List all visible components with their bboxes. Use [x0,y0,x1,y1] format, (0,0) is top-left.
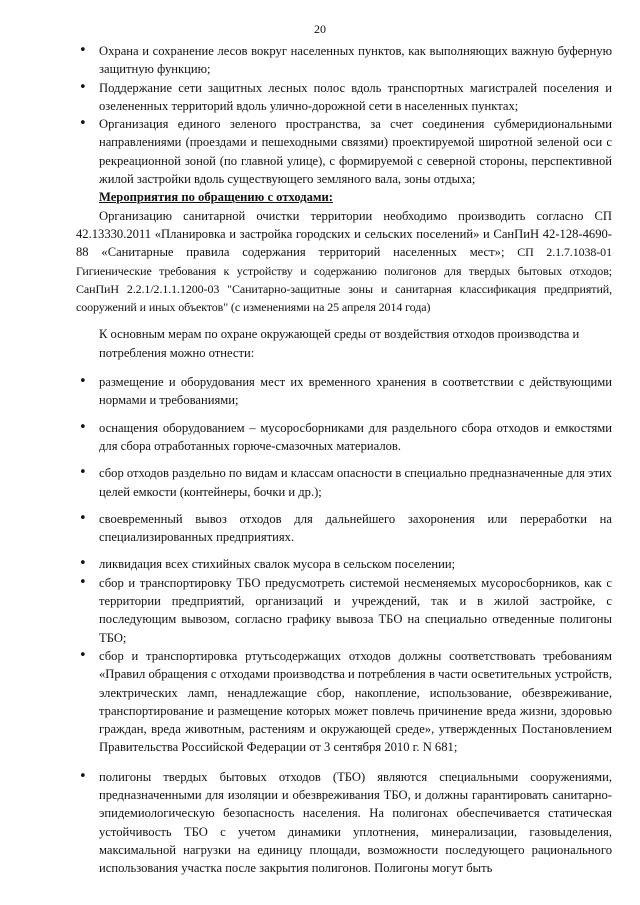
top-bullet-list [76,42,612,188]
list-item: • сбор и транспортировка ртутьсодержащих отходов должны соответствовать требованиям «Правил обращения с отходами производства и потребления в части осветительных устройств, электрических ламп, ненадлежащие сбор, накопление, использование, обезвреживание, транспортирование и размещение которых может повлечь причинение вреда жизни, здоровью граждан, вреда животным, растениям и окружающей среде», утвержденных Постановлением Правительства Российской Федерации от 3 сентября 2010 г. N 681; [76,647,612,757]
list-item: • Организация единого зеленого пространства, за счет соединения субмеридиональными направлениями (проездами и пешеходными связями) проектируемой широтной зеленой оси с рекреационной зоной (по главной улице), с формируемой с северной стороны, перспективной жилой застройки вдоль существующего земляного вала, зоны отдыха; [76,115,612,188]
list-item: • полигоны твердых бытовых отходов (ТБО) являются специальными сооружениями, предназначенными для изоляции и обезвреживания ТБО, и должны гарантировать санитарно-эпидемиологическую безопасность населения. На полигонах обеспечивается статическая устойчивость ТБО с учетом динамики уплотнения, минерализации, газовыделения, максимальной нагрузки на единицу площади, возможности последующего рационального использования участка после закрытия полигонов. Полигоны могут быть [76,768,612,878]
intro-paragraph-main: Организацию санитарной очистки территории необходимо производить согласно СП 42.13330.2011 «Планировка и застройка городских и сельских поселений» и СанПиН 42-128-4690-88 «Санитарные правила содержания территорий населенных мест»; [76,208,612,260]
page-body [76,42,612,877]
list-item: • Поддержание сети защитных лесных полос вдоль транспортных магистралей поселения и озелененных территорий вдоль улично-дорожной сети в населенных пунктах; [76,79,612,116]
list-item: • оснащения оборудованием – мусоросборниками для раздельного сбора отходов и емкостями для сбора отработанных горюче-смазочных материалов. [76,419,612,456]
list-item: • своевременный вывоз отходов для дальнейшего захоронения или переработки на специализированных предприятиях. [76,510,612,547]
list-item: • размещение и оборудования мест их временного хранения в соответствии с действующими нормами и требованиями; [76,373,612,410]
measures-list [76,373,612,877]
list-item: • Охрана и сохранение лесов вокруг населенных пунктов, как выполняющих важную буферную защитную функцию; [76,42,612,79]
lead-text: К основным мерам по охране окружающей среды от воздействия отходов производства и потребления можно отнести: [99,327,580,360]
list-item: • сбор отходов раздельно по видам и классам опасности в специально предназначенные для этих целей емкости (контейнеры, бочки и др.); [76,464,612,501]
intro-paragraph [76,207,612,317]
list-item: • сбор и транспортировку ТБО предусмотреть системой несменяемых мусоросборников, как с территории предприятий, организаций и учреждений, так и в жилой застройке, с последующим вывозом, согласно графику вывоза ТБО на специально отведенные полигоны ТБО; [76,574,612,647]
intro-paragraph-tail: СП 2.1.7.1038-01 Гигиенические требования к устройству и содержанию полигонов для твердых бытовых отходов; СанПиН 2.2.1/2.1.1.1200-03 "Санитарно-защитные зоны и санитарная классификация предприятий, сооружений и иных объектов" (с изменениями на 25 апреля 2014 года) [76,245,612,315]
page-number: 20 [314,22,326,36]
list-item: • ликвидация всех стихийных свалок мусора в сельском поселении; [76,555,612,573]
section-heading: Мероприятия по обращению с отходами: [99,190,333,205]
